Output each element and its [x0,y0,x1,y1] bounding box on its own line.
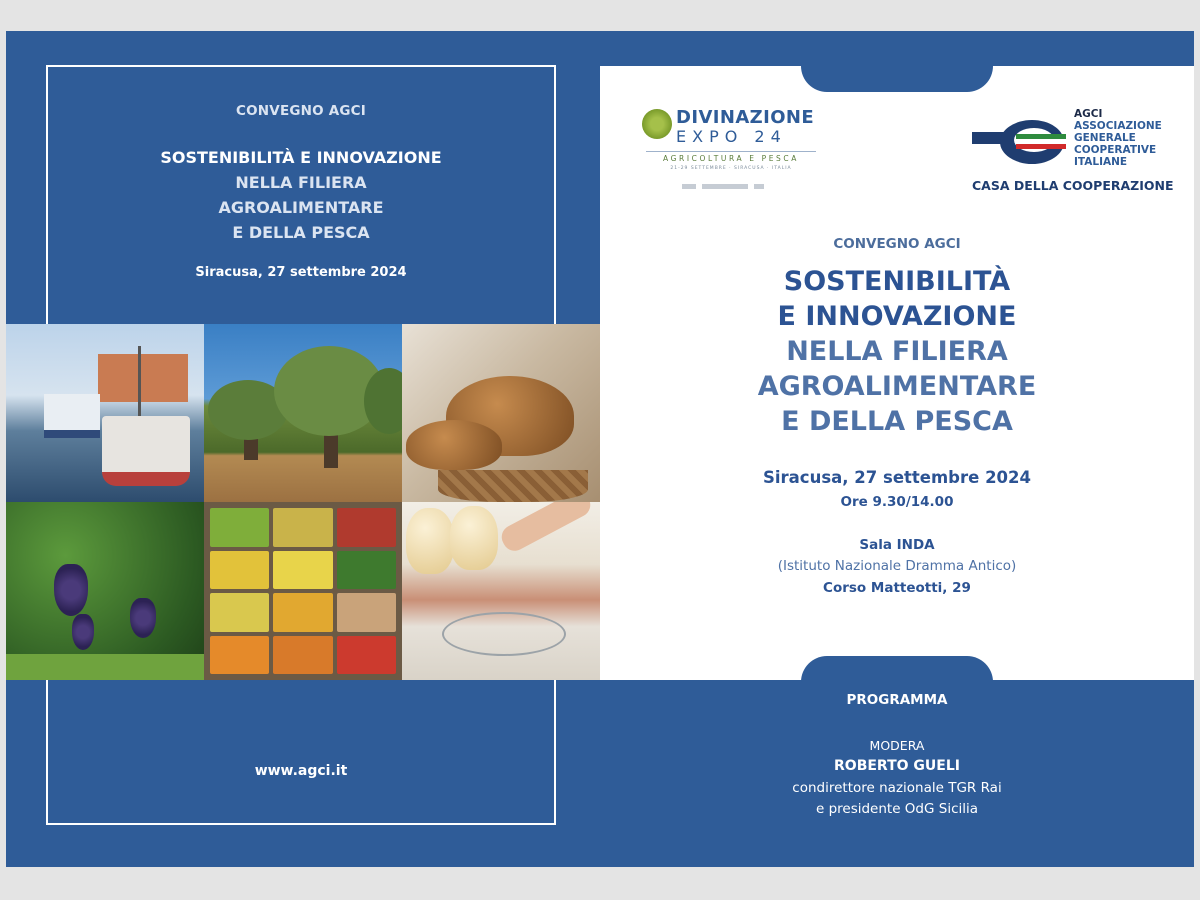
left-title-line1: SOSTENIBILITÀ E INNOVAZIONE [160,148,442,167]
right-title-line1: SOSTENIBILITÀ [783,266,1011,297]
left-date: Siracusa, 27 settembre 2024 [195,265,407,280]
program-heading: PROGRAMMA [846,692,948,708]
bread-photo [402,324,600,502]
harbour-boats-photo [6,324,204,502]
venue-address: Corso Matteotti, 29 [823,580,971,596]
right-title-line4: AGROALIMENTARE [757,371,1037,402]
divinazione-sub: AGRICOLTURA E PESCA [663,154,799,163]
top-tab-notch [801,31,993,92]
italian-flag-icon [754,184,764,189]
photo-grid [6,324,600,680]
left-title-line3: AGROALIMENTARE [218,198,384,217]
sponsor-strip [682,184,782,190]
website-link[interactable]: www.agci.it [254,763,348,779]
olive-tree-icon [642,109,672,139]
right-title [600,264,1194,439]
casa-cooperazione: CASA DELLA COOPERAZIONE [972,178,1174,193]
moderator-role-1: condirettore nazionale TGR Rai [792,780,1002,796]
moderator-name: ROBERTO GUELI [834,758,960,774]
divinazione-expo: EXPO 24 [676,127,787,146]
event-time: Ore 9.30/14.00 [840,494,954,510]
left-title [46,145,556,245]
divinazione-name: DIVINAZIONE [676,107,815,128]
moderator-role-2: e presidente OdG Sicilia [815,801,979,817]
divinazione-expo-logo [642,105,822,195]
bottom-tab-notch [801,656,993,696]
left-title-line2: NELLA FILIERA [235,173,367,192]
event-date: Siracusa, 27 settembre 2024 [763,468,1031,487]
modera-label: MODERA [869,738,925,753]
divinazione-dates: 21-29 SETTEMBRE · SIRACUSA · ITALIA [670,166,792,171]
left-title-line4: E DELLA PESCA [232,223,370,242]
left-kicker: CONVEGNO AGCI [236,103,366,119]
cheese-making-photo [402,502,600,680]
left-bottom-frame [46,679,556,825]
venue-institute: (Istituto Nazionale Dramma Antico) [777,558,1017,574]
right-title-line3: NELLA FILIERA [786,336,1008,367]
vineyard-grapes-photo [6,502,204,680]
market-produce-photo [204,502,402,680]
olive-trees-photo [204,324,402,502]
right-title-line5: E DELLA PESCA [781,406,1013,437]
agci-text: AGCI ASSOCIAZIONE GENERALE COOPERATIVE ITALIANE [1074,108,1162,168]
agci-mark-icon [972,112,1068,172]
right-kicker: CONVEGNO AGCI [833,236,961,252]
venue-name: Sala INDA [859,537,935,553]
agci-logo [968,108,1174,194]
right-title-line2: E INNOVAZIONE [777,301,1017,332]
